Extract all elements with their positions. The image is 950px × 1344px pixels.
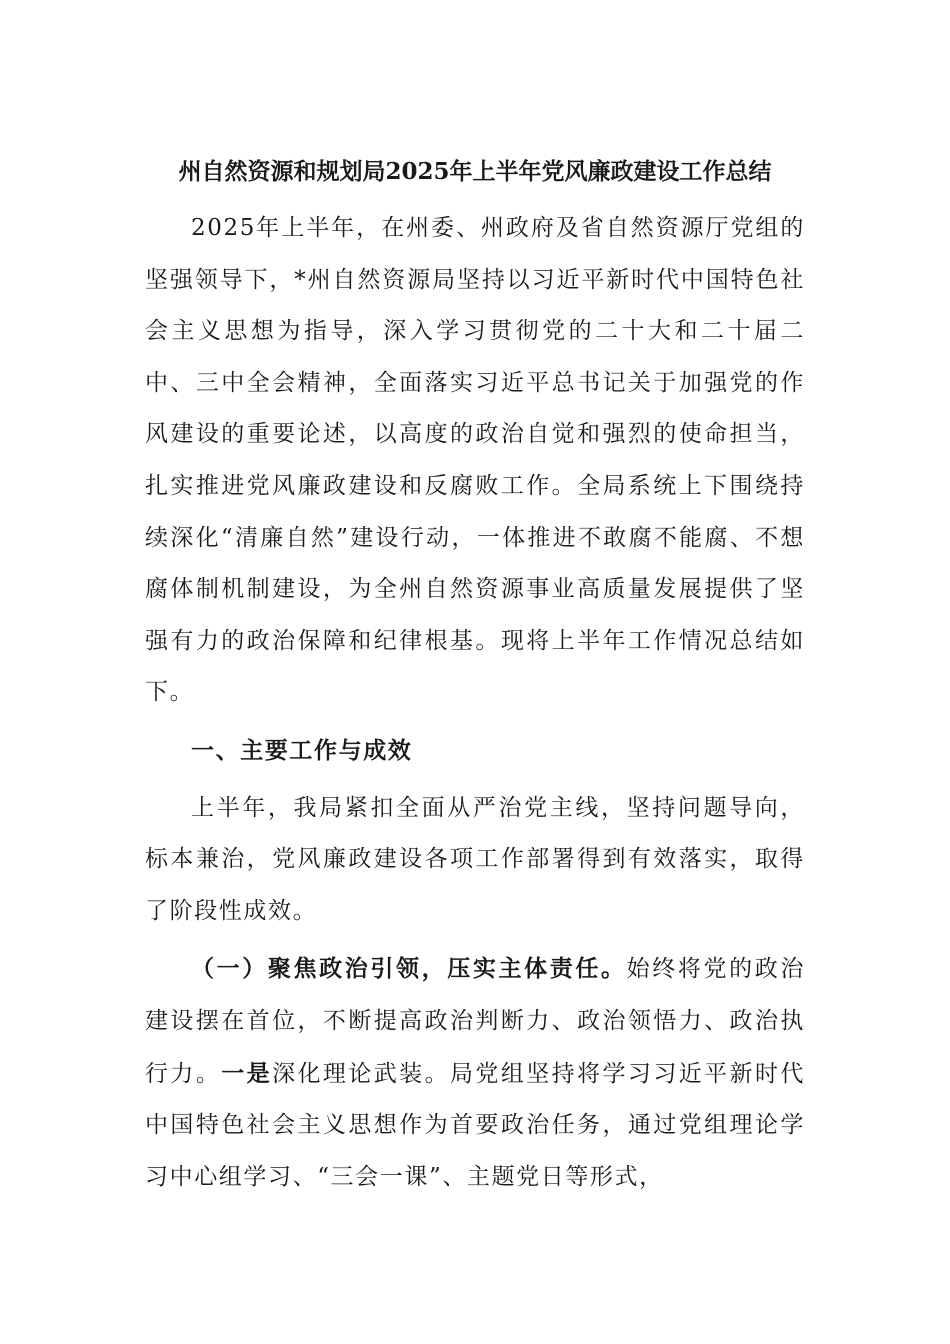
subsection-paragraph <box>145 943 805 1203</box>
document-body <box>145 150 805 1203</box>
document-title: 州自然资源和规划局2025年上半年党风廉政建设工作总结 <box>178 158 772 185</box>
section-heading: 一、主要工作与成效 <box>191 736 413 764</box>
subsection-heading: （一）聚焦政治引领，压实主体责任。 <box>191 955 627 983</box>
section-paragraph: 上半年，我局紧扣全面从严治党主线，坚持问题导向，标本兼治，党风廉政建设各项工作部署得到有效落实，取得了阶段性成效。 <box>145 794 805 924</box>
subsection-text: 始终将党的政治建设摆在首位，不断提高政治判断力、政治领悟力、政治执行力。 <box>145 956 805 1087</box>
intro-paragraph: 2025年上半年，在州委、州政府及省自然资源厅党组的坚强领导下，*州自然资源局坚持以习近平新时代中国特色社会主义思想为指导，深入学习贯彻党的二十大和二十届二中、三中全会精神，全面落实习近平总书记关于加强党的作风建设的重要论述，以高度的政治自觉和强烈的使命担当，扎实推进党风廉政建设和反腐败工作。全局系统上下围绕持续深化“清廉自然”建设行动，一体推进不敢腐不能腐、不想腐体制机制建设，为全州自然资源事业高质量发展提供了坚强有力的政治保障和纪律根基。现将上半年工作情况总结如下。 <box>145 215 805 706</box>
point-label: 一是 <box>221 1059 273 1087</box>
point-text: 深化理论武装。局党组坚持将学习习近平新时代中国特色社会主义思想作为首要政治任务，通过党组理论学习中心组学习、“三会一课”、主题党日等形式， <box>145 1060 805 1190</box>
